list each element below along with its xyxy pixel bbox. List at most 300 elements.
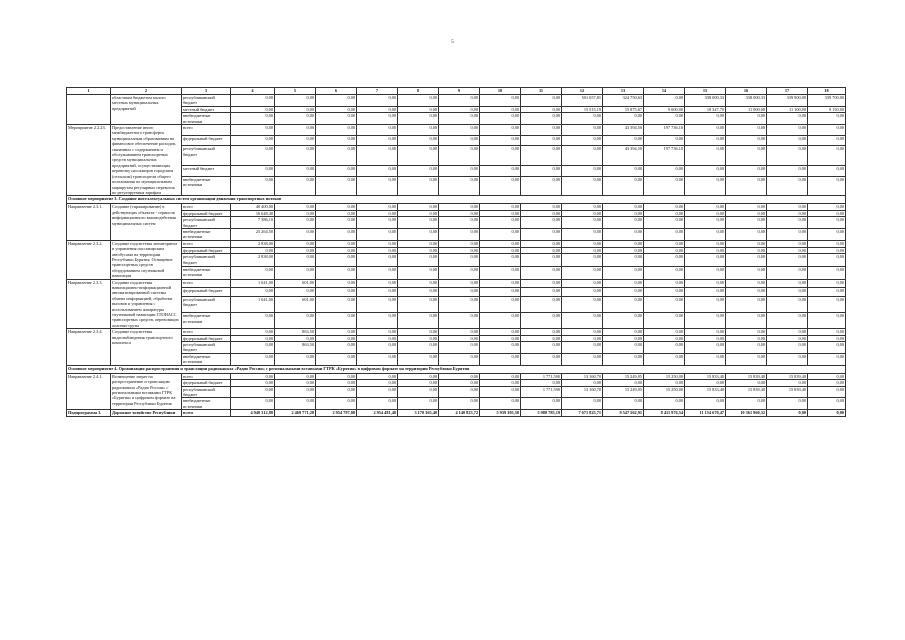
value-cell: 0,00 bbox=[357, 247, 398, 254]
value-cell: 15 833,40 bbox=[685, 386, 726, 398]
value-cell: 0,00 bbox=[521, 313, 562, 329]
table-row bbox=[67, 279, 846, 288]
value-cell: 0,00 bbox=[357, 113, 398, 125]
column-number: 16 bbox=[726, 88, 767, 95]
value-cell: 0,00 bbox=[357, 373, 398, 379]
table-row bbox=[67, 353, 846, 365]
value-cell: 0,00 bbox=[644, 95, 685, 107]
value-cell: 0,00 bbox=[439, 135, 480, 146]
value-cell: 0,00 bbox=[644, 217, 685, 229]
value-cell: 0,00 bbox=[562, 297, 603, 313]
funding-source: местный бюджет bbox=[182, 165, 231, 176]
value-cell: 0,00 bbox=[439, 313, 480, 329]
value-cell: 0,00 bbox=[521, 335, 562, 341]
column-number: 17 bbox=[767, 88, 808, 95]
value-cell: 0,00 bbox=[562, 146, 603, 166]
value-cell: 0,00 bbox=[603, 353, 644, 365]
row-name: Дорожное хозяйство Республики bbox=[111, 410, 182, 416]
value-cell: 0,00 bbox=[357, 217, 398, 229]
value-cell: 40 400,00 bbox=[231, 204, 275, 210]
value-cell: 0,00 bbox=[398, 106, 439, 112]
section-row bbox=[67, 365, 846, 373]
value-cell: 0,00 bbox=[316, 240, 357, 247]
value-cell: 0,00 bbox=[603, 204, 644, 210]
value-cell: 0,00 bbox=[644, 342, 685, 354]
value-cell: 0,00 bbox=[231, 386, 275, 398]
value-cell: 0,00 bbox=[562, 204, 603, 210]
value-cell: 0,00 bbox=[644, 204, 685, 210]
value-cell: 0,00 bbox=[808, 146, 846, 166]
value-cell: 0,00 bbox=[521, 176, 562, 196]
value-cell: 0,00 bbox=[439, 217, 480, 229]
value-cell: 0,00 bbox=[480, 380, 521, 386]
value-cell: 0,00 bbox=[562, 125, 603, 136]
value-cell: 0,00 bbox=[521, 266, 562, 279]
value-cell: 0,00 bbox=[521, 113, 562, 125]
value-cell: 0,00 bbox=[480, 288, 521, 297]
value-cell: 15 839,40 bbox=[726, 373, 767, 379]
value-cell: 0,00 bbox=[275, 240, 316, 247]
value-cell: 0,00 bbox=[357, 125, 398, 136]
value-cell: 0,00 bbox=[726, 228, 767, 240]
value-cell: 0,00 bbox=[439, 165, 480, 176]
value-cell: 15 249,05 bbox=[603, 373, 644, 379]
value-cell: 9 547 562,91 bbox=[603, 410, 644, 416]
value-cell: 0,00 bbox=[767, 380, 808, 386]
value-cell: 0,00 bbox=[562, 353, 603, 365]
value-cell: 0,00 bbox=[767, 176, 808, 196]
funding-source: всего bbox=[182, 204, 231, 210]
value-cell: 0,00 bbox=[726, 288, 767, 297]
value-cell: 0,00 bbox=[231, 353, 275, 365]
value-cell: 0,00 bbox=[726, 165, 767, 176]
column-number: 10 bbox=[480, 88, 521, 95]
value-cell: 0,00 bbox=[357, 279, 398, 288]
value-cell: 15 839,40 bbox=[767, 373, 808, 379]
value-cell: 0,00 bbox=[439, 335, 480, 341]
value-cell: 0,00 bbox=[562, 240, 603, 247]
value-cell: 0,00 bbox=[439, 279, 480, 288]
value-cell: 0,00 bbox=[685, 146, 726, 166]
value-cell: 0,00 bbox=[480, 135, 521, 146]
value-cell: 0,00 bbox=[726, 247, 767, 254]
header-row bbox=[67, 88, 846, 95]
value-cell: 0,00 bbox=[480, 228, 521, 240]
value-cell: 0,00 bbox=[398, 210, 439, 216]
value-cell: 0,00 bbox=[603, 113, 644, 125]
value-cell: 0,00 bbox=[808, 247, 846, 254]
value-cell: 0,00 bbox=[521, 106, 562, 112]
funding-source: федеральный бюджет bbox=[182, 380, 231, 386]
table-row bbox=[67, 135, 846, 146]
value-cell: 0,00 bbox=[480, 165, 521, 176]
value-cell: 0,00 bbox=[726, 176, 767, 196]
value-cell: 4 940 312,80 bbox=[231, 410, 275, 416]
value-cell: 0,00 bbox=[439, 380, 480, 386]
column-number: 3 bbox=[182, 88, 231, 95]
value-cell: 0,00 bbox=[685, 353, 726, 365]
row-name: Создание подсистемы видеонаблюдения транспортного комплекса bbox=[111, 329, 182, 365]
value-cell: 0,00 bbox=[808, 297, 846, 313]
value-cell: 0,00 bbox=[767, 165, 808, 176]
value-cell: 0,00 bbox=[275, 266, 316, 279]
value-cell: 0,00 bbox=[562, 254, 603, 267]
value-cell: 0,00 bbox=[480, 386, 521, 398]
section-row bbox=[67, 196, 846, 204]
funding-source: местный бюджет bbox=[182, 106, 231, 112]
column-number: 13 bbox=[603, 88, 644, 95]
value-cell: 0,00 bbox=[603, 228, 644, 240]
table-row bbox=[67, 165, 846, 176]
value-cell: 0,00 bbox=[275, 146, 316, 166]
value-cell: 0,00 bbox=[726, 240, 767, 247]
row-code bbox=[67, 95, 111, 125]
value-cell: 0,00 bbox=[685, 113, 726, 125]
value-cell: 0,00 bbox=[808, 288, 846, 297]
value-cell: 338 000,33 bbox=[685, 95, 726, 107]
funding-source: республиканский бюджет bbox=[182, 297, 231, 313]
value-cell: 0,00 bbox=[603, 335, 644, 341]
value-cell: 0,00 bbox=[726, 353, 767, 365]
value-cell: 0,00 bbox=[562, 342, 603, 354]
value-cell: 43 394,50 bbox=[603, 125, 644, 136]
value-cell: 0,00 bbox=[357, 165, 398, 176]
value-cell: 0,00 bbox=[767, 210, 808, 216]
value-cell: 0,00 bbox=[603, 266, 644, 279]
value-cell: 0,00 bbox=[316, 210, 357, 216]
value-cell: 0,00 bbox=[398, 176, 439, 196]
value-cell: 0,00 bbox=[767, 125, 808, 136]
value-cell: 0,00 bbox=[685, 176, 726, 196]
value-cell: 0,00 bbox=[480, 217, 521, 229]
column-number: 1 bbox=[67, 88, 111, 95]
value-cell: 0,00 bbox=[521, 228, 562, 240]
value-cell: 0,00 bbox=[562, 113, 603, 125]
value-cell: 0,00 bbox=[767, 247, 808, 254]
section-title: Основное мероприятие 4. Организация распространения и трансляции радиоканала «Радио России» с региональными вставками ГТРК «Бурятия» в цифровом формате на территории Республики Бурятия bbox=[67, 365, 846, 373]
row-name: Создание подсистемы навигационно-информационной автоматизированной системы обмена информацией, обработки вызовов и управления с использованием аппаратуры спутниковой навигации ГЛОНАСС транспортных средств, перевозящих опасные грузы bbox=[111, 279, 182, 329]
value-cell: 0,00 bbox=[480, 398, 521, 410]
value-cell: 197 736,10 bbox=[644, 125, 685, 136]
value-cell: 0,00 bbox=[316, 125, 357, 136]
table-row bbox=[67, 313, 846, 329]
value-cell: 0,00 bbox=[398, 386, 439, 398]
value-cell: 0,00 bbox=[808, 342, 846, 354]
table-row bbox=[67, 247, 846, 254]
value-cell: 0,00 bbox=[398, 297, 439, 313]
table-body bbox=[67, 88, 846, 417]
value-cell: 0,00 bbox=[439, 146, 480, 166]
value-cell: 0,00 bbox=[767, 146, 808, 166]
column-number: 9 bbox=[439, 88, 480, 95]
value-cell: 0,00 bbox=[644, 398, 685, 410]
value-cell: 0,00 bbox=[275, 95, 316, 107]
value-cell: 0,00 bbox=[767, 135, 808, 146]
value-cell: 0,00 bbox=[398, 125, 439, 136]
value-cell: 0,00 bbox=[808, 217, 846, 229]
value-cell: 0,00 bbox=[275, 176, 316, 196]
value-cell: 0,00 bbox=[398, 288, 439, 297]
value-cell: 15 839,40 bbox=[767, 386, 808, 398]
value-cell: 0,00 bbox=[357, 106, 398, 112]
value-cell: 0,00 bbox=[767, 398, 808, 410]
value-cell: 0,00 bbox=[398, 279, 439, 288]
value-cell: 0,00 bbox=[316, 386, 357, 398]
value-cell: 0,00 bbox=[562, 217, 603, 229]
value-cell: 0,00 bbox=[562, 228, 603, 240]
funding-source: внебюджетные источники bbox=[182, 353, 231, 365]
value-cell: 0,00 bbox=[726, 342, 767, 354]
value-cell: 7 671 825,71 bbox=[562, 410, 603, 416]
column-number: 14 bbox=[644, 88, 685, 95]
value-cell: 0,00 bbox=[316, 135, 357, 146]
value-cell: 0,00 bbox=[767, 254, 808, 267]
value-cell: 0,00 bbox=[480, 373, 521, 379]
value-cell: 0,00 bbox=[685, 297, 726, 313]
value-cell: 0,00 bbox=[644, 279, 685, 288]
value-cell: 0,00 bbox=[231, 342, 275, 354]
value-cell: 0,00 bbox=[603, 288, 644, 297]
value-cell: 1 641,00 bbox=[231, 297, 275, 313]
value-cell: 0,00 bbox=[644, 313, 685, 329]
value-cell: 0,00 bbox=[644, 165, 685, 176]
value-cell: 0,00 bbox=[357, 386, 398, 398]
value-cell: 0,00 bbox=[398, 329, 439, 335]
value-cell: 0,00 bbox=[439, 113, 480, 125]
value-cell: 0,00 bbox=[685, 217, 726, 229]
value-cell: 0,00 bbox=[439, 398, 480, 410]
value-cell: 0,00 bbox=[808, 335, 846, 341]
value-cell: 0,00 bbox=[439, 386, 480, 398]
value-cell: 0,00 bbox=[562, 279, 603, 288]
value-cell: 0,00 bbox=[316, 165, 357, 176]
value-cell: 0,00 bbox=[685, 228, 726, 240]
value-cell: 0,00 bbox=[231, 335, 275, 341]
value-cell: 0,00 bbox=[726, 398, 767, 410]
value-cell: 0,00 bbox=[275, 335, 316, 341]
value-cell: 0,00 bbox=[439, 373, 480, 379]
value-cell: 0,00 bbox=[521, 204, 562, 210]
value-cell: 0,00 bbox=[644, 176, 685, 196]
value-cell: 0,00 bbox=[521, 288, 562, 297]
value-cell: 0,00 bbox=[603, 297, 644, 313]
value-cell: 0,00 bbox=[726, 313, 767, 329]
table-row bbox=[67, 240, 846, 247]
value-cell: 0,00 bbox=[357, 135, 398, 146]
value-cell: 0,00 bbox=[808, 125, 846, 136]
value-cell: 601,00 bbox=[275, 297, 316, 313]
value-cell: 0,00 bbox=[316, 329, 357, 335]
value-cell: 0,00 bbox=[603, 313, 644, 329]
value-cell: 15 250,00 bbox=[644, 386, 685, 398]
value-cell: 2 954 481,40 bbox=[357, 410, 398, 416]
value-cell: 0,00 bbox=[767, 266, 808, 279]
funding-source: всего bbox=[182, 329, 231, 335]
value-cell: 0,00 bbox=[562, 329, 603, 335]
value-cell: 0,00 bbox=[685, 247, 726, 254]
value-cell: 25 264,50 bbox=[231, 228, 275, 240]
value-cell: 0,00 bbox=[231, 266, 275, 279]
value-cell: 0,00 bbox=[685, 204, 726, 210]
value-cell: 9 150,00 bbox=[808, 106, 846, 112]
value-cell: 0,00 bbox=[521, 247, 562, 254]
column-number: 2 bbox=[111, 88, 182, 95]
value-cell: 0,00 bbox=[231, 313, 275, 329]
value-cell: 0,00 bbox=[562, 135, 603, 146]
value-cell: 0,00 bbox=[439, 95, 480, 107]
value-cell: 0,00 bbox=[726, 254, 767, 267]
value-cell: 0,00 bbox=[480, 125, 521, 136]
funding-source: федеральный бюджет bbox=[182, 135, 231, 146]
value-cell: 9 600,00 bbox=[644, 106, 685, 112]
value-cell: 0,00 bbox=[231, 329, 275, 335]
value-cell: 0,00 bbox=[398, 313, 439, 329]
row-name: Возмещение затрат на распространение и трансляцию радиоканала «Радио России» с региональными вставками ГТРК «Бурятия» в цифровом формате на территории Республики Бурятия bbox=[111, 373, 182, 409]
value-cell: 13 160,70 bbox=[562, 373, 603, 379]
value-cell: 0,00 bbox=[357, 210, 398, 216]
value-cell: 0,00 bbox=[275, 288, 316, 297]
value-cell: 0,00 bbox=[439, 247, 480, 254]
value-cell: 0,00 bbox=[808, 228, 846, 240]
value-cell: 1 641,00 bbox=[231, 279, 275, 288]
value-cell: 0,00 bbox=[480, 176, 521, 196]
value-cell: 0,00 bbox=[562, 288, 603, 297]
value-cell: 338 000,33 bbox=[726, 95, 767, 107]
value-cell: 0,00 bbox=[767, 204, 808, 210]
table-row bbox=[67, 297, 846, 313]
value-cell: 4 140 823,72 bbox=[439, 410, 480, 416]
section-title: Основное мероприятие 3. Создание интеллектуальных систем организации движения транспортных потоков bbox=[67, 196, 846, 204]
value-cell: 0,00 bbox=[275, 228, 316, 240]
value-cell: 0,00 bbox=[439, 353, 480, 365]
value-cell: 0,00 bbox=[480, 329, 521, 335]
value-cell: 0,00 bbox=[316, 398, 357, 410]
value-cell: 0,00 bbox=[685, 288, 726, 297]
value-cell: 0,00 bbox=[316, 113, 357, 125]
value-cell: 0,00 bbox=[685, 266, 726, 279]
value-cell: 0,00 bbox=[808, 398, 846, 410]
value-cell: 0,00 bbox=[398, 135, 439, 146]
value-cell: 0,00 bbox=[398, 217, 439, 229]
value-cell: 0,00 bbox=[275, 373, 316, 379]
value-cell: 0,00 bbox=[480, 204, 521, 210]
value-cell: 0,00 bbox=[439, 288, 480, 297]
row-name: Создание подсистемы мониторинга и управления пассажирским автобусами на территории Республики Бурятия. Оснащение транспортных средств оборудованием спутниковой навигации bbox=[111, 240, 182, 279]
value-cell: 0,00 bbox=[480, 106, 521, 112]
funding-source: всего bbox=[182, 279, 231, 288]
value-cell: 0,00 bbox=[521, 279, 562, 288]
value-cell: 0,00 bbox=[231, 176, 275, 196]
value-cell: 0,00 bbox=[231, 380, 275, 386]
value-cell: 0,00 bbox=[480, 247, 521, 254]
table-row bbox=[67, 288, 846, 297]
value-cell: 0,00 bbox=[521, 342, 562, 354]
funding-source: федеральный бюджет bbox=[182, 210, 231, 216]
value-cell: 0,00 bbox=[439, 210, 480, 216]
value-cell: 5 939 395,50 bbox=[480, 410, 521, 416]
value-cell: 0,00 bbox=[767, 329, 808, 335]
table-row bbox=[67, 176, 846, 196]
value-cell: 0,00 bbox=[603, 329, 644, 335]
value-cell: 0,00 bbox=[275, 135, 316, 146]
row-name: Предоставление иного межбюджетного трансферта муниципальным образованиям на финансовое обеспечение расходов, связанных с содержанием и обслуживанием транспортных средств муниципальных предприятий, осуществляющих перевозку пассажиров городским (сельским) транспортом общего пользования по муниципальным маршрутам регулярных перевозок по регулируемым тарифам bbox=[111, 125, 182, 196]
value-cell: 0,00 bbox=[767, 288, 808, 297]
value-cell: 0,00 bbox=[231, 288, 275, 297]
table-row bbox=[67, 254, 846, 267]
table-row bbox=[67, 342, 846, 354]
value-cell: 0,00 bbox=[726, 210, 767, 216]
value-cell: 0,00 bbox=[316, 106, 357, 112]
funding-source: внебюджетные источники bbox=[182, 176, 231, 196]
value-cell: 0,00 bbox=[808, 329, 846, 335]
value-cell: 0,00 bbox=[480, 353, 521, 365]
value-cell: 0,00 bbox=[644, 254, 685, 267]
value-cell: 0,00 bbox=[398, 113, 439, 125]
table-row bbox=[67, 217, 846, 229]
value-cell: 0,00 bbox=[644, 240, 685, 247]
value-cell: 324 750,63 bbox=[603, 95, 644, 107]
value-cell: 0,00 bbox=[357, 353, 398, 365]
value-cell: 0,00 bbox=[357, 398, 398, 410]
value-cell: 0,00 bbox=[603, 210, 644, 216]
value-cell: 0,00 bbox=[726, 204, 767, 210]
value-cell: 0,00 bbox=[767, 228, 808, 240]
value-cell: 15 250,00 bbox=[644, 373, 685, 379]
value-cell: 0,00 bbox=[562, 313, 603, 329]
value-cell: 0,00 bbox=[357, 329, 398, 335]
value-cell: 0,00 bbox=[808, 373, 846, 379]
funding-source: республиканский бюджет bbox=[182, 254, 231, 267]
value-cell: 0,00 bbox=[316, 228, 357, 240]
value-cell: 10 347,70 bbox=[685, 106, 726, 112]
value-cell: 0,00 bbox=[685, 398, 726, 410]
value-cell: 0,00 bbox=[603, 279, 644, 288]
value-cell: 0,00 bbox=[398, 353, 439, 365]
value-cell: 0,00 bbox=[644, 380, 685, 386]
value-cell: 0,00 bbox=[398, 165, 439, 176]
column-number: 18 bbox=[808, 88, 846, 95]
value-cell: 0,00 bbox=[808, 380, 846, 386]
value-cell: 0,00 bbox=[521, 146, 562, 166]
value-cell: 0,00 bbox=[726, 380, 767, 386]
value-cell: 0,00 bbox=[644, 297, 685, 313]
value-cell: 0,00 bbox=[603, 165, 644, 176]
funding-source: республиканский бюджет bbox=[182, 146, 231, 166]
funding-source: всего bbox=[182, 125, 231, 136]
funding-source: внебюджетные источники bbox=[182, 113, 231, 125]
value-cell: 0,00 bbox=[357, 297, 398, 313]
value-cell: 0,00 bbox=[398, 266, 439, 279]
value-cell: 0,00 bbox=[562, 335, 603, 341]
value-cell: 0,00 bbox=[439, 297, 480, 313]
table-row bbox=[67, 398, 846, 410]
value-cell: 501 657,81 bbox=[562, 95, 603, 107]
value-cell: 0,00 bbox=[644, 329, 685, 335]
value-cell: 0,00 bbox=[808, 176, 846, 196]
value-cell: 0,00 bbox=[398, 240, 439, 247]
value-cell: 0,00 bbox=[398, 342, 439, 354]
value-cell: 0,00 bbox=[644, 247, 685, 254]
value-cell: 0,00 bbox=[316, 204, 357, 210]
value-cell: 0,00 bbox=[480, 266, 521, 279]
value-cell: 0,00 bbox=[316, 288, 357, 297]
value-cell: 0,00 bbox=[521, 135, 562, 146]
value-cell: 11 154 670,47 bbox=[685, 410, 726, 416]
value-cell: 0,00 bbox=[231, 125, 275, 136]
value-cell: 0,00 bbox=[275, 204, 316, 210]
value-cell: 0,00 bbox=[316, 254, 357, 267]
value-cell: 0,00 bbox=[767, 410, 808, 416]
